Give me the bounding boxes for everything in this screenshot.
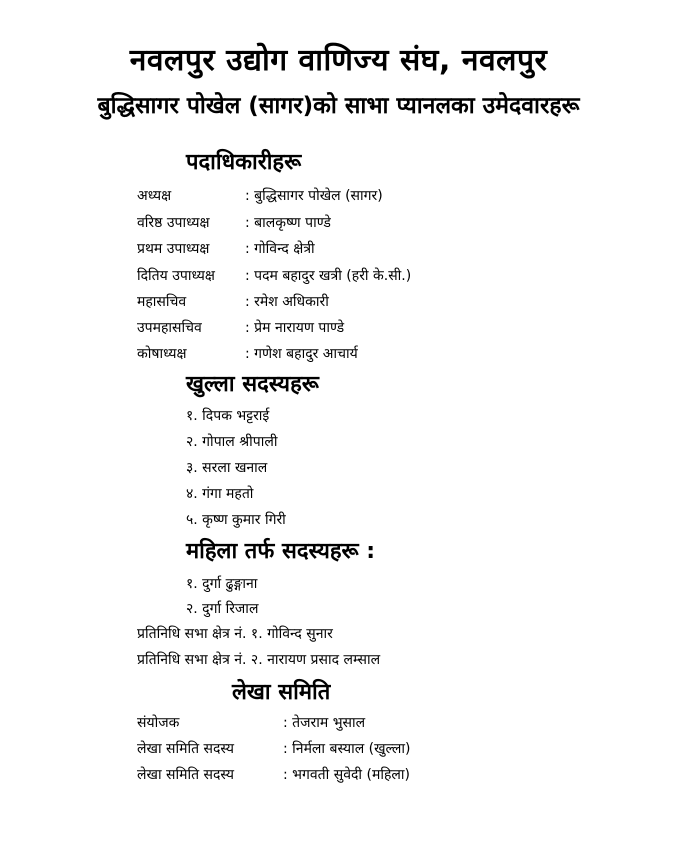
official-role: वरिष्ठ उपाध्यक्ष xyxy=(137,215,210,231)
committee-name: : भगवती सुवेदी (महिला) xyxy=(283,767,410,783)
committee-role: संयोजक xyxy=(137,715,180,731)
official-row xyxy=(137,266,411,285)
list-item: ५. कृष्ण कुमार गिरी xyxy=(186,512,286,528)
committee-name: : तेजराम भुसाल xyxy=(283,715,366,731)
official-row xyxy=(137,186,383,205)
list-item: १. दुर्गा ढुङ्गाना xyxy=(186,576,258,592)
officials-heading: पदाधिकारीहरू xyxy=(186,150,302,175)
official-row xyxy=(137,239,315,258)
list-item: १. दिपक भट्टराई xyxy=(186,408,270,424)
accounts-committee-heading: लेखा समिति xyxy=(232,680,331,705)
official-name: : गणेश बहादुर आचार्य xyxy=(245,346,358,362)
official-name: : रमेश अधिकारी xyxy=(245,294,329,310)
official-role: अध्यक्ष xyxy=(137,188,172,204)
official-role: कोषाध्यक्ष xyxy=(137,346,187,362)
committee-row xyxy=(137,713,365,732)
committee-row xyxy=(137,765,410,784)
page-title: नवलपुर उद्योग वाणिज्य संघ, नवलपुर xyxy=(129,43,548,78)
list-item: ४. गंगा महतो xyxy=(186,486,254,502)
representative-line: प्रतिनिधि सभा क्षेत्र नं. १. गोविन्द सुनार xyxy=(137,626,333,642)
official-name: : बालकृष्ण पाण्डे xyxy=(245,215,331,231)
women-members-heading: महिला तर्फ सदस्यहरू : xyxy=(186,539,376,564)
committee-role: लेखा समिति सदस्य xyxy=(137,767,235,783)
list-item: ३. सरला खनाल xyxy=(186,460,268,476)
official-row xyxy=(137,344,358,363)
official-row xyxy=(137,292,329,311)
official-row xyxy=(137,318,344,337)
official-name: : प्रेम नारायण पाण्डे xyxy=(245,320,345,336)
representative-line: प्रतिनिधि सभा क्षेत्र नं. २. नारायण प्रसाद लम्साल xyxy=(137,652,381,668)
open-members-heading: खुल्ला सदस्यहरू xyxy=(186,372,319,397)
official-row xyxy=(137,213,331,232)
page-subtitle: बुद्धिसागर पोखेल (सागर)को साभा प्यानलका उमेदवारहरू xyxy=(97,93,580,119)
committee-row xyxy=(137,739,410,758)
list-item: २. दुर्गा रिजाल xyxy=(186,601,259,617)
list-item: २. गोपाल श्रीपाली xyxy=(186,434,278,450)
official-name: : गोविन्द क्षेत्री xyxy=(245,241,315,257)
official-role: महासचिव xyxy=(137,294,187,310)
official-role: उपमहासचिव xyxy=(137,320,202,336)
official-name: : बुद्धिसागर पोखेल (सागर) xyxy=(245,188,383,204)
committee-role: लेखा समिति सदस्य xyxy=(137,741,235,757)
committee-name: : निर्मला बस्याल (खुल्ला) xyxy=(283,741,411,757)
official-name: : पदम बहादुर खत्री (हरी के.सी.) xyxy=(245,268,412,284)
official-role: दितिय उपाध्यक्ष xyxy=(137,268,215,284)
official-role: प्रथम उपाध्यक्ष xyxy=(137,241,210,257)
